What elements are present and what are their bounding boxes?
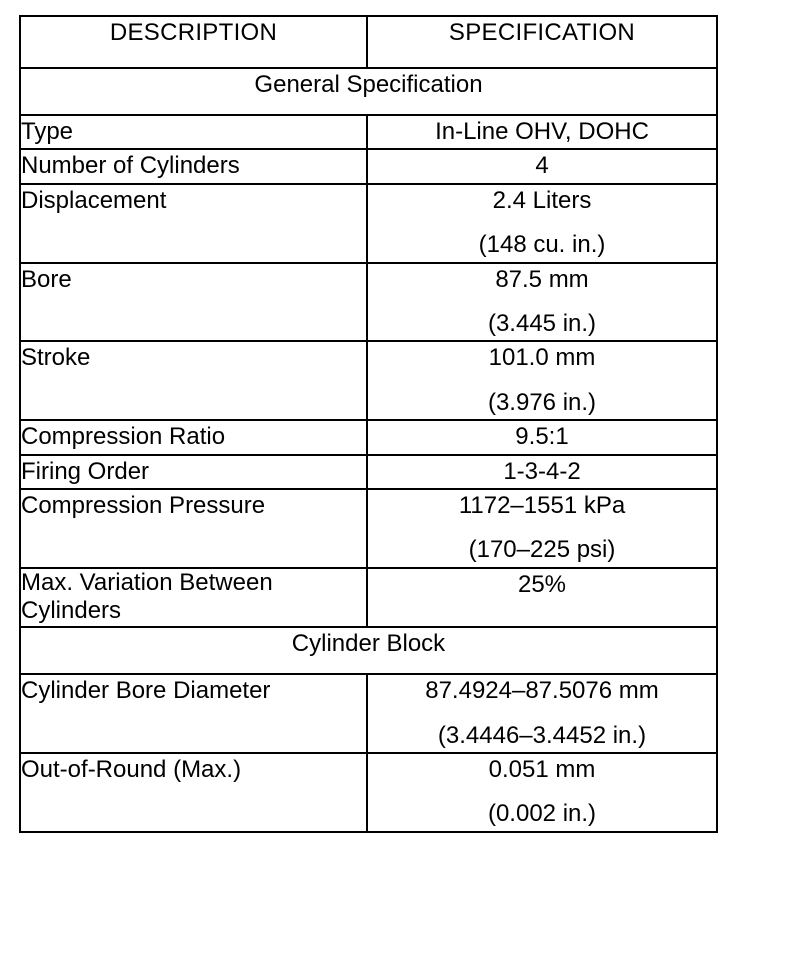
- row-description-compression-pressure: Compression Pressure: [20, 489, 367, 568]
- table-row: [20, 674, 717, 753]
- row-spec-bore: [367, 263, 717, 342]
- row-description-out-of-round: Out-of-Round (Max.): [20, 753, 367, 832]
- table-row: [20, 263, 717, 342]
- row-description-compression-ratio: Compression Ratio: [20, 420, 367, 454]
- spec-value-metric: 2.4 Liters: [492, 186, 592, 214]
- row-spec-compression-pressure: [367, 489, 717, 568]
- table-row: [20, 455, 717, 489]
- spec-value-imperial: (3.4446–3.4452 in.): [437, 721, 647, 749]
- section-cylinder-block: Cylinder Block: [20, 627, 717, 674]
- row-spec-type: [367, 115, 717, 149]
- spec-value-metric: 1172–1551 kPa: [458, 491, 626, 519]
- specification-table: [19, 15, 718, 833]
- table-row: [20, 184, 717, 263]
- row-description-cylinders: Number of Cylinders: [20, 149, 367, 183]
- spec-value-imperial: (3.445 in.): [487, 309, 597, 337]
- row-description-max-variation: [20, 568, 367, 628]
- spec-value-imperial: (170–225 psi): [468, 536, 616, 564]
- description-line: Cylinders: [21, 597, 122, 625]
- section-row: [20, 627, 717, 674]
- row-spec-out-of-round: [367, 753, 717, 832]
- table-row: [20, 149, 717, 183]
- section-general-specification: General Specification: [20, 68, 717, 115]
- table-row: [20, 753, 717, 832]
- table-row: [20, 341, 717, 420]
- spec-value-metric: 87.5 mm: [495, 265, 589, 293]
- spec-value: 1-3-4-2: [503, 457, 581, 485]
- row-description-displacement: Displacement: [20, 184, 367, 263]
- row-spec-max-variation: [367, 568, 717, 628]
- row-spec-firing-order: [367, 455, 717, 489]
- row-spec-cylinders: [367, 149, 717, 183]
- row-spec-compression-ratio: [367, 420, 717, 454]
- row-spec-bore-diameter: [367, 674, 717, 753]
- spec-value: 4: [535, 152, 549, 180]
- row-spec-stroke: [367, 341, 717, 420]
- section-row: [20, 68, 717, 115]
- spec-value-metric: 87.4924–87.5076 mm: [425, 677, 659, 705]
- header-row: [20, 16, 717, 68]
- table-row: [20, 568, 717, 628]
- description-column-header: DESCRIPTION: [20, 16, 367, 68]
- table-row: [20, 115, 717, 149]
- row-description-firing-order: Firing Order: [20, 455, 367, 489]
- spec-value-imperial: (0.002 in.): [487, 800, 597, 828]
- row-description-bore: Bore: [20, 263, 367, 342]
- spec-value-metric: 101.0 mm: [488, 344, 596, 372]
- spec-value: In-Line OHV, DOHC: [435, 118, 649, 145]
- spec-value-metric: 0.051 mm: [488, 756, 596, 784]
- table-row: [20, 420, 717, 454]
- row-spec-displacement: [367, 184, 717, 263]
- row-description-type: Type: [20, 115, 367, 149]
- specification-column-header: SPECIFICATION: [367, 16, 717, 68]
- spec-value-imperial: (3.976 in.): [487, 388, 597, 416]
- row-description-stroke: Stroke: [20, 341, 367, 420]
- table-row: [20, 489, 717, 568]
- spec-value-imperial: (148 cu. in.): [478, 231, 606, 259]
- row-description-bore-diameter: Cylinder Bore Diameter: [20, 674, 367, 753]
- spec-value: 9.5:1: [515, 423, 569, 451]
- spec-value: 25%: [517, 570, 567, 598]
- description-line: Max. Variation Between: [21, 568, 273, 596]
